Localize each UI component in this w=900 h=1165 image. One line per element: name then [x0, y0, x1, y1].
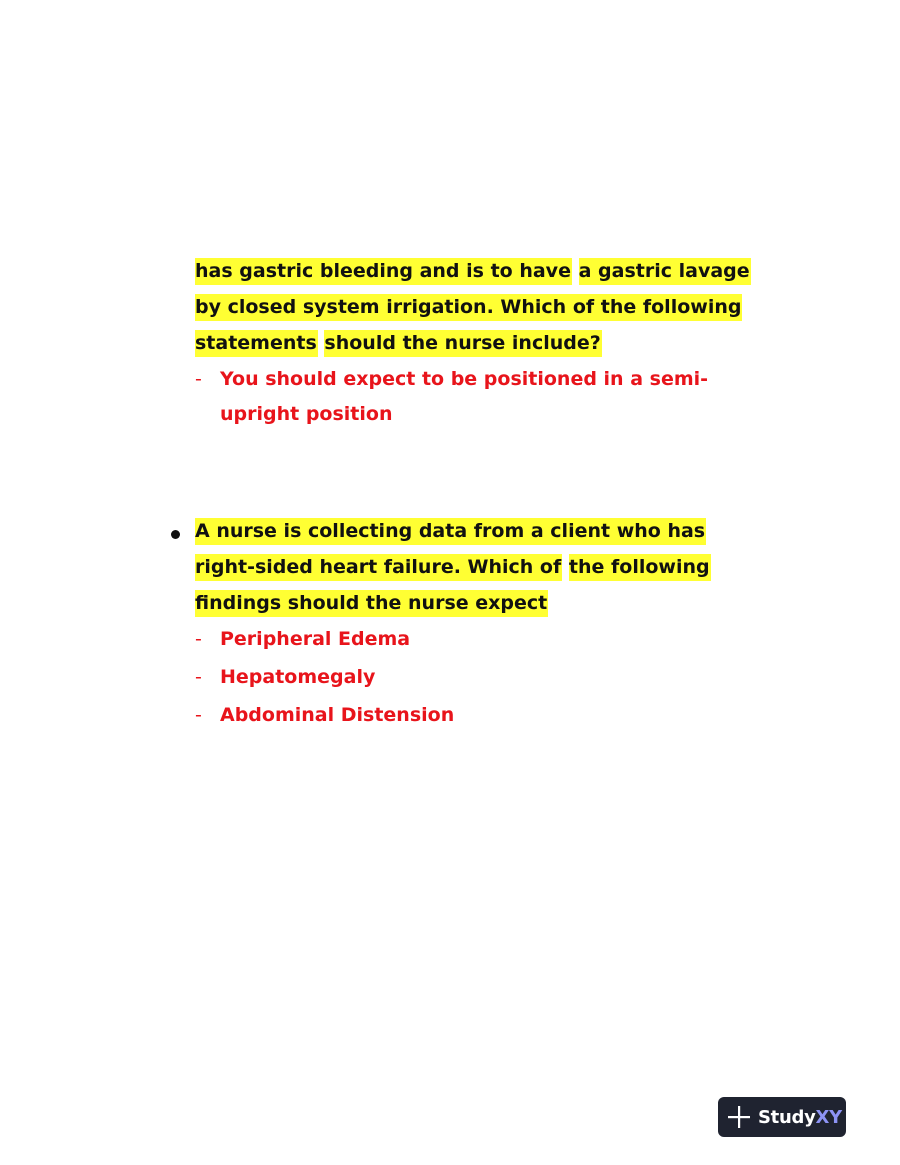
highlighted-text: should the nurse include?: [324, 330, 601, 357]
dash-marker: -: [195, 368, 202, 390]
badge-label: [758, 1107, 842, 1128]
question-1: [195, 258, 795, 366]
highlighted-text: A nurse is collecting data from a client who has: [195, 518, 706, 545]
question-2-line-2: [195, 554, 795, 590]
answer-text: Hepatomegaly: [220, 666, 376, 688]
badge-label-accent: XY: [815, 1106, 842, 1128]
studyxy-badge[interactable]: [718, 1097, 846, 1137]
highlighted-text: findings should the nurse expect: [195, 590, 548, 617]
dash-marker: -: [195, 628, 202, 650]
highlighted-text: the following: [569, 554, 711, 581]
question-2-line-1: [195, 518, 795, 554]
answer-item: [195, 702, 795, 738]
answer-item: [195, 664, 795, 700]
highlighted-text: right-sided heart failure. Which of: [195, 554, 562, 581]
answer-text-line-1: You should expect to be positioned in a semi-: [220, 368, 709, 390]
bullet-icon: [171, 530, 180, 539]
answer-item: [195, 626, 795, 662]
highlighted-text: a gastric lavage: [579, 258, 751, 285]
badge-label-main: Study: [758, 1106, 816, 1128]
highlighted-text: statements: [195, 330, 318, 357]
question-2: [195, 518, 795, 626]
question-2-line-3: [195, 590, 795, 626]
question-1-line-3: [195, 330, 795, 366]
question-1-line-2: [195, 294, 795, 330]
dash-marker: -: [195, 666, 202, 688]
plus-icon: [726, 1104, 752, 1130]
highlighted-text: by closed system irrigation. Which of the following: [195, 294, 742, 321]
answer-item: [195, 366, 795, 402]
answer-text: Peripheral Edema: [220, 628, 411, 650]
answer-text-line-2: upright position: [220, 403, 393, 425]
highlighted-text: has gastric bleeding and is to have: [195, 258, 572, 285]
answer-item-continued: [195, 401, 795, 437]
dash-marker: -: [195, 704, 202, 726]
question-2-answers: [195, 626, 795, 746]
question-1-answer: [195, 366, 795, 436]
answer-text: Abdominal Distension: [220, 704, 455, 726]
question-1-line-1: [195, 258, 795, 294]
